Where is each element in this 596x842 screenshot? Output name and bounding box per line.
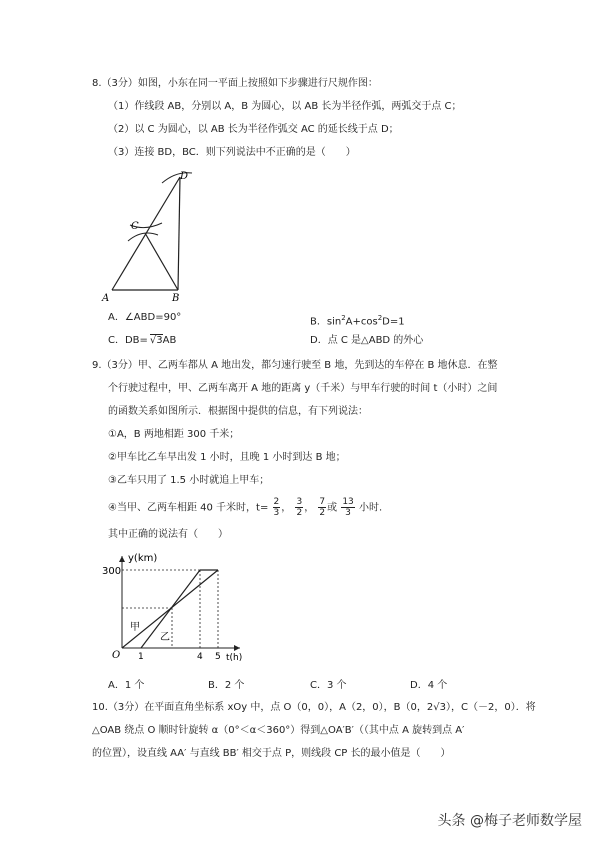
- q8-step1: （1）作线段 AB，分别以 A，B 为圆心，以 AB 长为半径作弧，两弧交于点 C；: [108, 101, 462, 112]
- q9-option-d[interactable]: D．4 个: [410, 680, 448, 691]
- q9-line2: 个行驶过程中，甲、乙两车离开 A 地的距离 y（千米）与甲车行驶的时间 t（小时）之间: [108, 383, 498, 394]
- q9-ask: 其中正确的说法有（ ）: [108, 529, 228, 540]
- label-A: A: [102, 293, 110, 304]
- label-D: D: [180, 171, 189, 182]
- q9-statement-1: ①A，B 两地相距 300 千米；: [108, 429, 240, 440]
- q9-statement-3: ③乙车只用了 1.5 小时就追上甲车；: [108, 475, 270, 486]
- label-C: C: [131, 221, 139, 232]
- q8-step3: （3）连接 BD，BC．则下列说法中不正确的是（ ）: [108, 147, 356, 158]
- q10-line3: 的位置），设直线 AA′ 与直线 BB′ 相交于点 P，则线段 CP 长的最小值是（ ）: [92, 748, 451, 759]
- q8-construction-diagram: [100, 165, 210, 305]
- x-tick-1: 1: [138, 652, 144, 662]
- y-axis-label: y(km): [128, 553, 158, 564]
- q8-option-c[interactable]: C．DB= √3AB: [108, 335, 177, 346]
- q9-function-graph: [100, 548, 250, 668]
- x-axis-arrow: [234, 645, 240, 651]
- line-yi: [141, 570, 200, 648]
- x-axis-label: t(h): [226, 653, 243, 663]
- watermark-text: 头条 @梅子老师数学屋: [437, 813, 582, 829]
- label-jia: 甲: [130, 622, 140, 633]
- y-tick-300: 300: [102, 566, 122, 577]
- q8-option-d[interactable]: D．点 C 是△ABD 的外心: [310, 335, 424, 346]
- q10-line1: 10.（3分）在平面直角坐标系 xOy 中，点 O（0，0），A（2，0），B（0，2√3），C（－2，0）．将: [92, 702, 536, 713]
- q8-option-a[interactable]: A．∠ABD=90°: [108, 312, 182, 323]
- label-B: B: [172, 293, 180, 304]
- origin-label: O: [112, 650, 121, 661]
- q9-line1: 9.（3分）甲、乙两车都从 A 地出发，都匀速行驶至 B 地，先到达的车停在 B 地休息．在整: [92, 360, 498, 371]
- q10-line2: △OAB 绕点 O 顺时针旋转 α（0°＜α＜360°）得到△OA′B′（（其中点 A 旋转到点 A′: [92, 725, 465, 736]
- q8-stem: 8.（3分）如图，小东在同一平面上按照如下步骤进行尺规作图：: [92, 78, 378, 89]
- y-axis-arrow: [119, 556, 125, 562]
- arc-c2: [128, 233, 158, 241]
- q8-option-b[interactable]: B．$\sin^2A+\cos^2D=1$: [310, 314, 405, 328]
- x-tick-4: 4: [197, 652, 203, 662]
- q9-option-a[interactable]: A．1 个: [108, 680, 145, 691]
- segment-BD: [178, 177, 180, 290]
- x-tick-5: 5: [215, 652, 221, 662]
- q9-statement-2: ②甲车比乙车早出发 1 小时，且晚 1 小时到达 B 地；: [108, 452, 346, 463]
- q9-line3: 的函数关系如图所示．根据图中提供的信息，有下列说法：: [108, 406, 368, 417]
- q9-option-b[interactable]: B．2 个: [208, 680, 245, 691]
- q8-step2: （2）以 C 为圆心，以 AB 长为半径作弧交 AC 的延长线于点 D；: [108, 124, 399, 135]
- watermark: [438, 810, 582, 830]
- segment-BC: [145, 233, 178, 290]
- q9-statement-4: ④当甲、乙两车相距 40 千米时，t= $\frac{2}{3}$ ， $\frac{3}{2}$ ， $\frac{7}{2}$ 或 $\frac{13}{3}$ 小时.: [108, 497, 383, 518]
- q9-option-c[interactable]: C．3 个: [310, 680, 347, 691]
- label-yi: 乙: [160, 632, 170, 643]
